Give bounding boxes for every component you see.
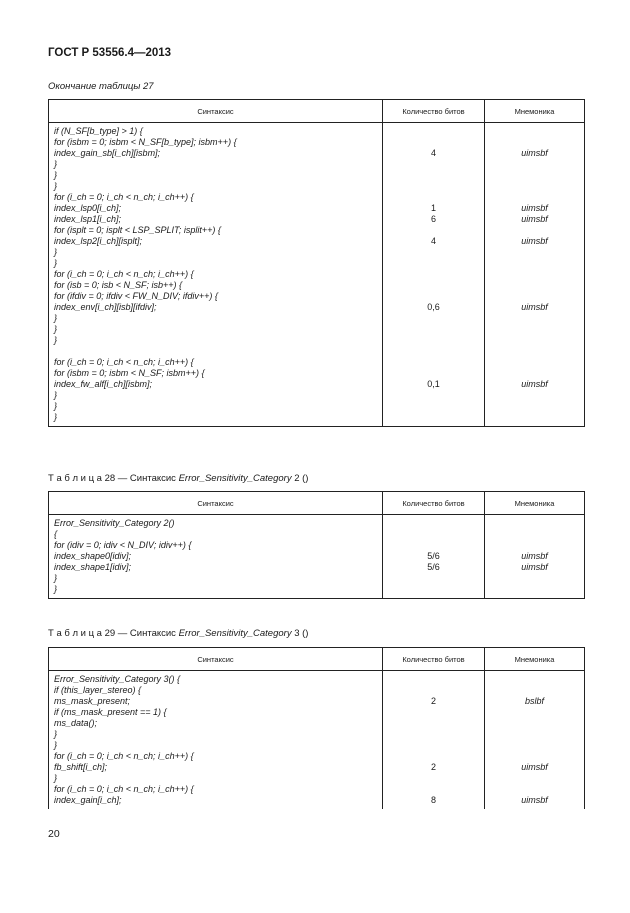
bits-value: 8 bbox=[430, 795, 436, 805]
syntax-line: if (this_layer_stereo) { bbox=[54, 685, 142, 695]
syntax-line: index_fw_alf[i_ch][isbm]; bbox=[54, 379, 153, 389]
syntax-column bbox=[49, 515, 382, 598]
mnemonic-value bbox=[485, 324, 584, 335]
mnemonic-value bbox=[485, 159, 584, 170]
bits-value bbox=[383, 674, 484, 685]
header-syntax: Синтаксис bbox=[49, 648, 383, 671]
syntax-line: } bbox=[54, 773, 58, 783]
table-28 bbox=[48, 491, 585, 599]
bits-value bbox=[383, 280, 484, 291]
mnemonic-value: uimsbf bbox=[521, 203, 548, 213]
bits-value bbox=[383, 313, 484, 324]
syntax-line: if (ms_mask_present == 1) { bbox=[54, 707, 167, 717]
bits-value bbox=[383, 368, 484, 379]
bits-value: 1 bbox=[430, 203, 436, 213]
bits-value bbox=[383, 540, 484, 551]
bits-value bbox=[383, 159, 484, 170]
syntax-line: for (i_ch = 0; i_ch < n_ch; i_ch++) { bbox=[54, 784, 194, 794]
bits-value bbox=[383, 729, 484, 740]
mnemonic-value bbox=[485, 518, 584, 529]
bits-value bbox=[383, 584, 484, 595]
syntax-column bbox=[49, 123, 382, 426]
syntax-line: } bbox=[54, 324, 58, 334]
mnemonic-value bbox=[485, 258, 584, 269]
mnemonic-column bbox=[485, 671, 584, 809]
table29-caption-suffix: 3 () bbox=[291, 628, 309, 639]
mnemonic-value: uimsbf bbox=[521, 562, 548, 572]
syntax-line: for (isbm = 0; isbm < N_SF[b_type]; isbm++) { bbox=[54, 137, 237, 147]
mnemonic-value bbox=[485, 401, 584, 412]
mnemonic-value: uimsbf bbox=[521, 214, 548, 224]
syntax-line: } bbox=[54, 412, 58, 422]
bits-value bbox=[383, 258, 484, 269]
mnemonic-value bbox=[485, 170, 584, 181]
bits-value bbox=[383, 137, 484, 148]
syntax-column bbox=[49, 671, 382, 809]
bits-value: 2 bbox=[430, 696, 436, 706]
bits-value: 4 bbox=[430, 148, 436, 158]
table27-caption-text: Окончание таблицы 27 bbox=[48, 81, 154, 92]
mnemonic-value: bslbf bbox=[524, 696, 544, 706]
bits-value: 5/6 bbox=[427, 562, 440, 572]
mnemonic-value bbox=[485, 674, 584, 685]
header-bits: Количество битов bbox=[383, 492, 485, 515]
syntax-line: index_gain[i_ch]; bbox=[54, 795, 122, 805]
syntax-line: } bbox=[54, 258, 58, 268]
syntax-line: ms_data(); bbox=[54, 718, 98, 728]
mnemonic-value bbox=[485, 346, 584, 357]
syntax-line: index_env[i_ch][isb][ifdiv]; bbox=[54, 302, 157, 312]
bits-value: 4 bbox=[430, 236, 436, 246]
mnemonic-value bbox=[485, 529, 584, 540]
mnemonic-value bbox=[485, 707, 584, 718]
syntax-line: } bbox=[54, 313, 58, 323]
header-mnemonic: Мнемоника bbox=[485, 492, 585, 515]
mnemonic-value bbox=[485, 181, 584, 192]
syntax-line: } bbox=[54, 181, 58, 191]
syntax-line: index_lsp1[i_ch]; bbox=[54, 214, 122, 224]
bits-value bbox=[383, 181, 484, 192]
bits-value bbox=[383, 718, 484, 729]
table28-caption-prefix: Т а б л и ц а 28 — Синтаксис bbox=[48, 473, 179, 484]
document-id: ГОСТ Р 53556.4—2013 bbox=[48, 47, 172, 59]
syntax-line: } bbox=[54, 390, 58, 400]
bits-value bbox=[383, 390, 484, 401]
mnemonic-value bbox=[485, 718, 584, 729]
header-bits: Количество битов bbox=[383, 100, 485, 123]
table29-caption-italic: Error_Sensitivity_Category bbox=[178, 628, 292, 639]
bits-value: 2 bbox=[430, 762, 436, 772]
bits-value bbox=[383, 225, 484, 236]
mnemonic-value: uimsbf bbox=[521, 302, 548, 312]
table28-caption-suffix: 2 () bbox=[291, 473, 309, 484]
bits-value bbox=[383, 324, 484, 335]
syntax-line: } bbox=[54, 170, 58, 180]
bits-value bbox=[383, 357, 484, 368]
syntax-line: for (idiv = 0; idiv < N_DIV; idiv++) { bbox=[54, 540, 192, 550]
table-29 bbox=[48, 647, 585, 809]
bits-value: 6 bbox=[430, 214, 436, 224]
mnemonic-value: uimsbf bbox=[521, 762, 548, 772]
mnemonic-value bbox=[485, 540, 584, 551]
syntax-line: index_shape1[idiv]; bbox=[54, 562, 132, 572]
bits-value bbox=[383, 573, 484, 584]
syntax-line: for (isb = 0; isb < N_SF; isb++) { bbox=[54, 280, 183, 290]
syntax-line: } bbox=[54, 335, 58, 345]
bits-value: 0,6 bbox=[427, 302, 440, 312]
mnemonic-value bbox=[485, 751, 584, 762]
header-syntax: Синтаксис bbox=[49, 492, 383, 515]
mnemonic-column bbox=[485, 123, 584, 426]
syntax-line: index_lsp2[i_ch][isplt]; bbox=[54, 236, 143, 246]
mnemonic-value: uimsbf bbox=[521, 551, 548, 561]
syntax-line: } bbox=[54, 740, 58, 750]
syntax-line: Error_Sensitivity_Category 3() { bbox=[54, 674, 181, 684]
mnemonic-value bbox=[485, 573, 584, 584]
syntax-line: for (i_ch = 0; i_ch < n_ch; i_ch++) { bbox=[54, 192, 194, 202]
mnemonic-value bbox=[485, 247, 584, 258]
mnemonic-value bbox=[485, 225, 584, 236]
bits-value bbox=[383, 685, 484, 696]
syntax-line: index_lsp0[i_ch]; bbox=[54, 203, 122, 213]
syntax-line: } bbox=[54, 159, 58, 169]
bits-value bbox=[383, 247, 484, 258]
bits-value bbox=[383, 346, 484, 357]
table28-caption-italic: Error_Sensitivity_Category bbox=[178, 473, 292, 484]
bits-value bbox=[383, 773, 484, 784]
mnemonic-value bbox=[485, 357, 584, 368]
syntax-line: if (N_SF[b_type] > 1) { bbox=[54, 126, 143, 136]
bits-value bbox=[383, 518, 484, 529]
mnemonic-value bbox=[485, 291, 584, 302]
header-syntax: Синтаксис bbox=[49, 100, 383, 123]
syntax-line: for (i_ch = 0; i_ch < n_ch; i_ch++) { bbox=[54, 269, 194, 279]
syntax-line: } bbox=[54, 247, 58, 257]
bits-column bbox=[383, 671, 484, 809]
mnemonic-value bbox=[485, 685, 584, 696]
bits-value bbox=[383, 126, 484, 137]
bits-value bbox=[383, 529, 484, 540]
syntax-line: { bbox=[54, 529, 58, 539]
mnemonic-value: uimsbf bbox=[521, 236, 548, 246]
syntax-line: fb_shift[i_ch]; bbox=[54, 762, 108, 772]
bits-value: 5/6 bbox=[427, 551, 440, 561]
bits-column bbox=[383, 515, 484, 598]
syntax-line: } bbox=[54, 401, 58, 411]
table-27 bbox=[48, 99, 585, 427]
syntax-line: } bbox=[54, 729, 58, 739]
bits-value bbox=[383, 412, 484, 423]
mnemonic-value: uimsbf bbox=[521, 148, 548, 158]
bits-value bbox=[383, 269, 484, 280]
mnemonic-value bbox=[485, 740, 584, 751]
mnemonic-value bbox=[485, 729, 584, 740]
bits-value bbox=[383, 740, 484, 751]
mnemonic-value bbox=[485, 368, 584, 379]
bits-value bbox=[383, 707, 484, 718]
mnemonic-value bbox=[485, 137, 584, 148]
mnemonic-value bbox=[485, 192, 584, 203]
mnemonic-value bbox=[485, 784, 584, 795]
header-bits: Количество битов bbox=[383, 648, 485, 671]
bits-column bbox=[383, 123, 484, 426]
syntax-line: } bbox=[54, 573, 58, 583]
header-mnemonic: Мнемоника bbox=[485, 100, 585, 123]
mnemonic-value bbox=[485, 280, 584, 291]
syntax-line: ms_mask_present; bbox=[54, 696, 131, 706]
mnemonic-column bbox=[485, 515, 584, 598]
bits-value bbox=[383, 401, 484, 412]
table27-caption bbox=[48, 81, 154, 92]
mnemonic-value bbox=[485, 269, 584, 280]
bits-value bbox=[383, 784, 484, 795]
table29-caption bbox=[48, 628, 308, 639]
bits-value: 0,1 bbox=[427, 379, 440, 389]
bits-value bbox=[383, 192, 484, 203]
mnemonic-value bbox=[485, 126, 584, 137]
mnemonic-value bbox=[485, 584, 584, 595]
mnemonic-value bbox=[485, 390, 584, 401]
bits-value bbox=[383, 291, 484, 302]
syntax-line: for (i_ch = 0; i_ch < n_ch; i_ch++) { bbox=[54, 357, 194, 367]
syntax-line: for (isbm = 0; isbm < N_SF; isbm++) { bbox=[54, 368, 205, 378]
syntax-line bbox=[54, 346, 382, 357]
syntax-line: for (isplt = 0; isplt < LSP_SPLIT; isplit++) { bbox=[54, 225, 221, 235]
syntax-line: index_shape0[idiv]; bbox=[54, 551, 132, 561]
mnemonic-value: uimsbf bbox=[521, 795, 548, 805]
page-number: 20 bbox=[48, 828, 60, 840]
table29-caption-prefix: Т а б л и ц а 29 — Синтаксис bbox=[48, 628, 179, 639]
syntax-line: index_gain_sb[i_ch][isbm]; bbox=[54, 148, 161, 158]
bits-value bbox=[383, 751, 484, 762]
mnemonic-value: uimsbf bbox=[521, 379, 548, 389]
bits-value bbox=[383, 335, 484, 346]
syntax-line: for (i_ch = 0; i_ch < n_ch; i_ch++) { bbox=[54, 751, 194, 761]
mnemonic-value bbox=[485, 335, 584, 346]
mnemonic-value bbox=[485, 313, 584, 324]
syntax-line: for (ifdiv = 0; ifdiv < FW_N_DIV; ifdiv++) { bbox=[54, 291, 218, 301]
bits-value bbox=[383, 170, 484, 181]
header-mnemonic: Мнемоника bbox=[485, 648, 585, 671]
mnemonic-value bbox=[485, 773, 584, 784]
syntax-line: } bbox=[54, 584, 58, 594]
syntax-line: Error_Sensitivity_Category 2() bbox=[54, 518, 175, 528]
mnemonic-value bbox=[485, 412, 584, 423]
table28-caption bbox=[48, 473, 308, 484]
